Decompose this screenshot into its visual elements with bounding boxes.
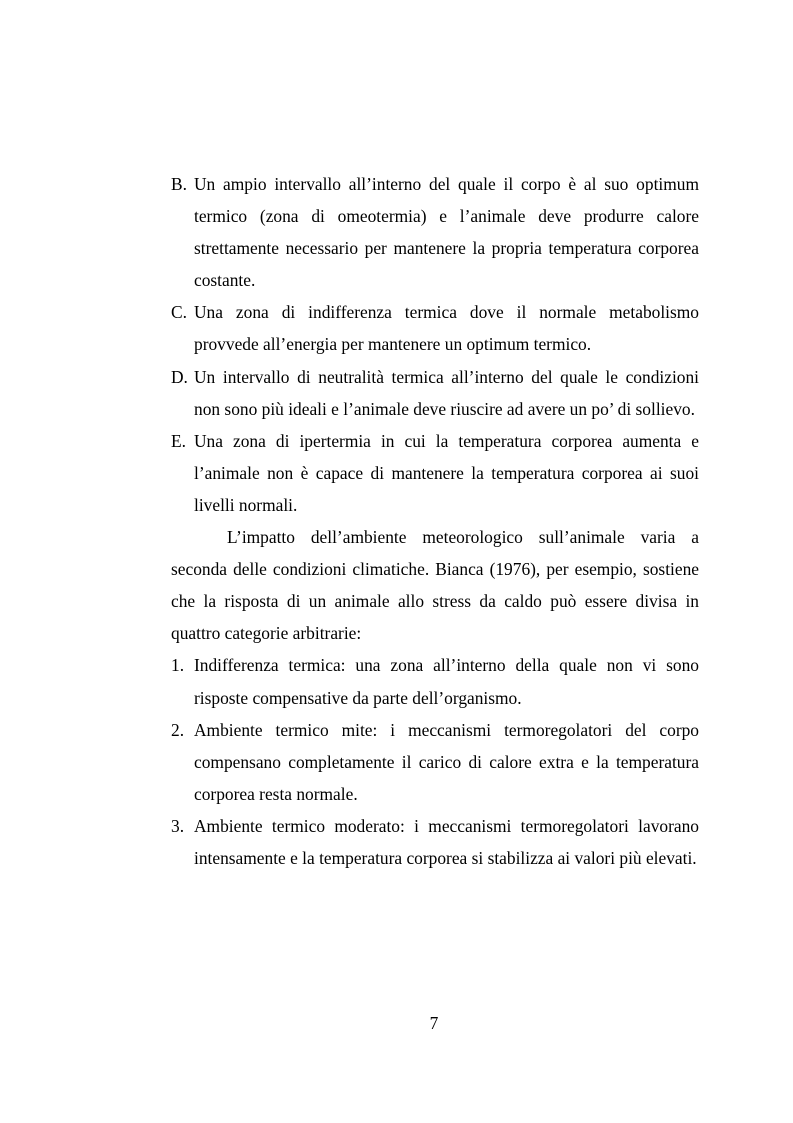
list-marker: E. bbox=[171, 430, 186, 451]
list-marker: 3. bbox=[171, 815, 185, 836]
list-item-c bbox=[171, 296, 699, 360]
body-paragraph: L’impatto dell’ambiente meteorologico sull’animale varia a seconda delle condizioni climatiche. Bianca (1976), per esempio, sostiene che la risposta di un animale allo stress da caldo può essere divisa in quattro categorie arbitrarie: bbox=[171, 527, 699, 644]
list-marker: 1. bbox=[171, 655, 185, 676]
list-item-text: Ambiente termico mite: i meccanismi termoregolatori del corpo compensano completamente il carico di calore extra e la temperatura corporea resta normale. bbox=[194, 719, 699, 804]
list-marker: C. bbox=[171, 302, 187, 323]
list-item-text: Un ampio intervallo all’interno del quale il corpo è al suo optimum termico (zona di omeotermia) e l’animale deve produrre calore strettamente necessario per mantenere la propria temperatura corporea costante. bbox=[194, 174, 699, 291]
list-item-text: Una zona di indifferenza termica dove il normale metabolismo provvede all’energia per mantenere un optimum termico. bbox=[194, 302, 699, 355]
list-item-e bbox=[171, 425, 699, 521]
page-number: 7 bbox=[429, 1013, 439, 1033]
list-item-text: Ambiente termico moderato: i meccanismi termoregolatori lavorano intensamente e la temperatura corporea si stabilizza ai valori più elevati. bbox=[194, 815, 699, 868]
list-marker: D. bbox=[171, 366, 188, 387]
list-marker: 2. bbox=[171, 719, 185, 740]
list-item-3 bbox=[171, 810, 699, 874]
list-item-d bbox=[171, 361, 699, 425]
list-item-2 bbox=[171, 714, 699, 810]
list-item-text: Una zona di ipertermia in cui la temperatura corporea aumenta e l’animale non è capace di mantenere la temperatura corporea ai suoi livelli normali. bbox=[194, 430, 699, 515]
list-item-text: Indifferenza termica: una zona all’interno della quale non vi sono risposte compensative da parte dell’organismo. bbox=[194, 655, 699, 708]
page-body bbox=[171, 168, 699, 874]
list-item-1 bbox=[171, 649, 699, 713]
list-marker: B. bbox=[171, 174, 187, 194]
list-item-b bbox=[171, 168, 699, 296]
list-item-text: Un intervallo di neutralità termica all’interno del quale le condizioni non sono più ideali e l’animale deve riuscire ad avere un po’ di sollievo. bbox=[194, 366, 699, 419]
